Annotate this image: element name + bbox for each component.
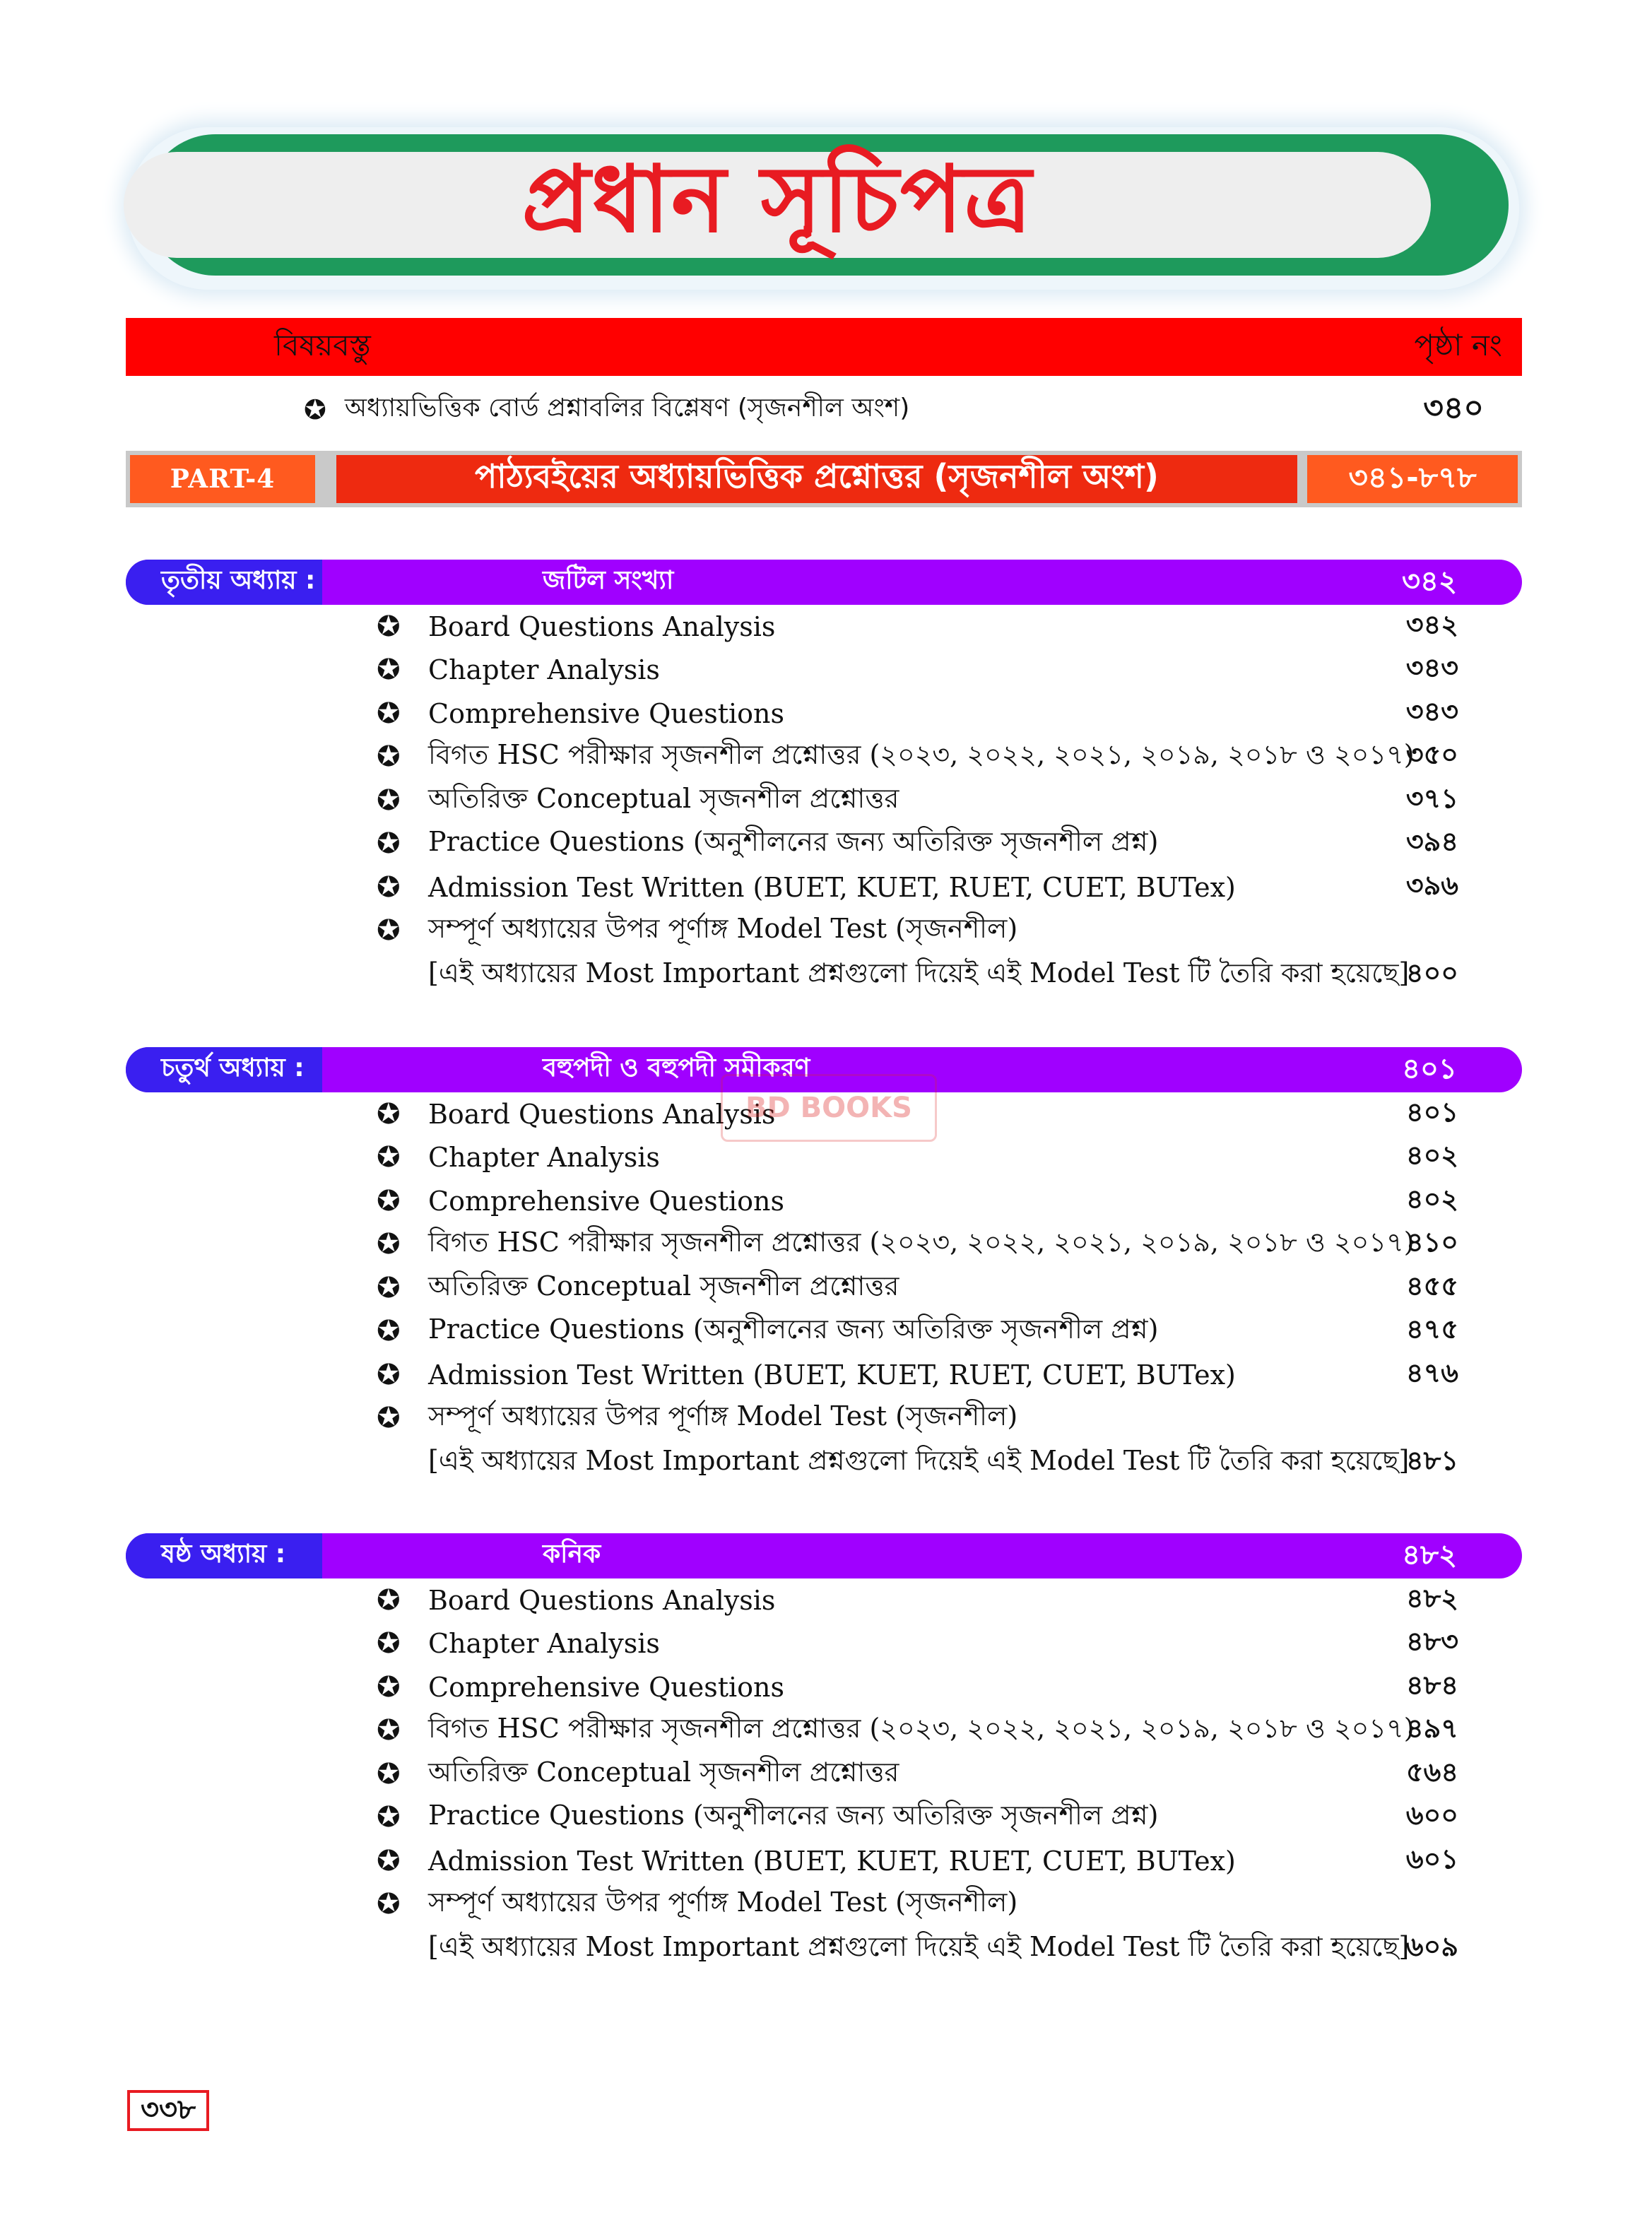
part-title: পাঠ্যবইয়ের অধ্যায়ভিত্তিক প্রশ্নোত্তর (সৃজনশীল অংশ) (336, 455, 1297, 503)
toc-entry-page: ৩৪২ (1405, 608, 1458, 640)
model-test-note-text: [এই অধ্যায়ের Most Important প্রশ্নগুলো দিয়েই এই Model Test টি তৈরি করা হয়েছে] (428, 1931, 1410, 1962)
star-icon: ✪ (377, 1141, 401, 1174)
star-icon: ✪ (377, 1801, 401, 1834)
toc-entry-label: Comprehensive Questions (428, 697, 784, 729)
toc-entry-label: Admission Test Written (BUET, KUET, RUET, CUET, BUTex) (428, 871, 1236, 903)
toc-entry-page: ৪০১ (1405, 1096, 1458, 1128)
toc-entry[interactable] (126, 822, 1522, 866)
toc-entry-label: অতিরিক্ত Conceptual সৃজনশীল প্রশ্নোত্তর (428, 1756, 899, 1788)
toc-entry[interactable] (126, 605, 1522, 649)
star-icon: ✪ (377, 1757, 401, 1790)
toc-entry[interactable] (126, 1223, 1522, 1267)
toc-intro-entry[interactable] (304, 389, 1484, 431)
star-icon: ✪ (377, 1097, 401, 1131)
page-title: প্রধান সূচিপত্র (521, 145, 1033, 253)
toc-entry-label: অতিরিক্ত Conceptual সৃজনশীল প্রশ্নোত্তর (428, 1270, 899, 1302)
star-icon: ✪ (377, 1358, 401, 1391)
title-banner (124, 145, 1431, 258)
toc-entry-label: Admission Test Written (BUET, KUET, RUET, CUET, BUTex) (428, 1359, 1236, 1391)
chapter-section (126, 560, 1522, 998)
toc-entry-page: ৪০২ (1405, 1140, 1458, 1171)
star-icon: ✪ (304, 394, 326, 425)
chapter-page: ৩৪২ (1402, 565, 1457, 598)
toc-entry-page: ৪৮৩ (1405, 1626, 1458, 1658)
toc-entry-page: ৩৪৩ (1405, 695, 1458, 727)
part-label: PART-4 (130, 455, 315, 503)
toc-entry-page: ৪৭৫ (1405, 1314, 1458, 1345)
toc-entry[interactable] (126, 1622, 1522, 1666)
toc-entry[interactable] (126, 866, 1522, 909)
star-icon: ✪ (377, 1888, 401, 1921)
toc-entry-label: Chapter Analysis (428, 654, 660, 686)
toc-entry-label: বিগত HSC পরীক্ষার সৃজনশীল প্রশ্নোত্তর (২০২৩, ২০২২, ২০২১, ২০১৯, ২০১৮ ও ২০১৭) (428, 739, 1415, 771)
toc-entry-label: Board Questions Analysis (428, 1098, 776, 1130)
star-icon: ✪ (377, 1627, 401, 1660)
chapter-label: ষষ্ঠ অধ্যায় : (126, 1533, 322, 1578)
toc-entry-label: Admission Test Written (BUET, KUET, RUET, CUET, BUTex) (428, 1845, 1236, 1877)
toc-entry-label: বিগত HSC পরীক্ষার সৃজনশীল প্রশ্নোত্তর (২০২৩, ২০২২, ২০২১, ২০১৯, ২০১৮ ও ২০১৭) (428, 1713, 1415, 1745)
watermark-logo: BD BOOKS (721, 1074, 937, 1142)
star-icon: ✪ (377, 1670, 401, 1704)
part-page-range: ৩৪১-৮৭৮ (1307, 455, 1518, 503)
chapter-label: চতুর্থ অধ্যায় : (126, 1047, 322, 1092)
toc-entry[interactable] (126, 1883, 1522, 1927)
toc-entry[interactable] (126, 909, 1522, 953)
toc-entry[interactable] (126, 1179, 1522, 1223)
model-test-note[interactable] (126, 952, 1522, 998)
toc-entry-page: ৩৯৪ (1405, 826, 1458, 858)
toc-entry[interactable] (126, 1310, 1522, 1354)
toc-entry-page: ৪৮২ (1405, 1582, 1458, 1614)
chapter-page: ৪৮২ (1402, 1538, 1457, 1571)
toc-entry-label: Comprehensive Questions (428, 1671, 784, 1703)
star-icon: ✪ (377, 870, 401, 904)
chapter-title: কনিক (543, 1540, 601, 1569)
toc-entry-page: ৬০০ (1405, 1800, 1458, 1831)
chapter-header-bar[interactable] (126, 1533, 1522, 1578)
toc-entry-page: ৪১০ (1405, 1227, 1458, 1258)
toc-entry-label: Chapter Analysis (428, 1628, 660, 1660)
star-icon: ✪ (377, 1184, 401, 1217)
intro-entry-page: ৩৪০ (1423, 389, 1484, 426)
toc-entry[interactable] (126, 1709, 1522, 1753)
toc-entry-label: Comprehensive Questions (428, 1185, 784, 1217)
toc-entry-page: ৪৮৪ (1406, 1669, 1458, 1701)
toc-entry-page: ৪৫৫ (1406, 1270, 1458, 1302)
chapter-page: ৪০১ (1402, 1052, 1457, 1085)
toc-entry-page: ৩৪৩ (1405, 652, 1458, 684)
content-column-header: বিষয়বস্তু (274, 327, 371, 362)
toc-entry-label: সম্পূর্ণ অধ্যায়ের উপর পূর্ণাঙ্গ Model Test (সৃজনশীল) (428, 1887, 1018, 1918)
star-icon: ✪ (377, 1402, 401, 1435)
intro-entry-label: অধ্যায়ভিত্তিক বোর্ড প্রশ্নাবলির বিশ্লেষণ (সৃজনশীল অংশ) (344, 394, 910, 423)
chapter-section (126, 1533, 1522, 1971)
toc-entry-label: Practice Questions (অনুশীলনের জন্য অতিরিক্ত সৃজনশীল প্রশ্ন) (428, 1314, 1159, 1345)
toc-entry[interactable] (126, 1578, 1522, 1622)
star-icon: ✪ (377, 654, 401, 687)
toc-entry-page: ৪৭৬ (1405, 1357, 1458, 1388)
star-icon: ✪ (377, 1714, 401, 1747)
toc-entry-label: Practice Questions (অনুশীলনের জন্য অতিরিক্ত সৃজনশীল প্রশ্ন) (428, 826, 1159, 858)
page-number: ৩৩৮ (127, 2090, 209, 2131)
star-icon: ✪ (377, 1228, 401, 1261)
toc-entry-label: Practice Questions (অনুশীলনের জন্য অতিরিক্ত সৃজনশীল প্রশ্ন) (428, 1800, 1159, 1831)
model-test-note-page: ৬০৯ (1405, 1931, 1458, 1962)
star-icon: ✪ (377, 740, 401, 774)
chapter-header-bar[interactable] (126, 560, 1522, 605)
toc-entry[interactable] (126, 649, 1522, 692)
star-icon: ✪ (377, 1271, 401, 1304)
toc-entry-label: Board Questions Analysis (428, 1584, 776, 1616)
chapter-label: তৃতীয় অধ্যায় : (126, 560, 322, 605)
toc-entry[interactable] (126, 1839, 1522, 1883)
model-test-note-text: [এই অধ্যায়ের Most Important প্রশ্নগুলো দিয়েই এই Model Test টি তৈরি করা হয়েছে] (428, 1445, 1410, 1476)
star-icon: ✪ (377, 1583, 401, 1617)
toc-entry-label: বিগত HSC পরীক্ষার সৃজনশীল প্রশ্নোত্তর (২০২৩, ২০২২, ২০২১, ২০১৯, ২০১৮ ও ২০১৭) (428, 1227, 1415, 1258)
toc-entry[interactable] (126, 736, 1522, 779)
star-icon: ✪ (377, 1844, 401, 1877)
toc-entry[interactable] (126, 1266, 1522, 1310)
toc-entry[interactable] (126, 1397, 1522, 1441)
star-icon: ✪ (377, 827, 401, 861)
page-column-header: পৃষ্ঠা নং (1414, 327, 1502, 362)
toc-entry-page: ৪৯৭ (1405, 1713, 1458, 1745)
model-test-note[interactable] (126, 1926, 1522, 1971)
star-icon: ✪ (377, 697, 401, 730)
star-icon: ✪ (377, 610, 401, 643)
toc-entry-page: ৫৬৪ (1405, 1756, 1458, 1788)
toc-entry-page: ৩৫০ (1405, 739, 1458, 771)
chapter-title: জটিল সংখ্যা (543, 566, 674, 595)
toc-entry-page: ৩৯৬ (1405, 869, 1458, 901)
model-test-note-page: ৪৮১ (1406, 1445, 1458, 1476)
toc-entry[interactable] (126, 1136, 1522, 1180)
toc-header (126, 318, 1522, 376)
toc-entry-label: সম্পূর্ণ অধ্যায়ের উপর পূর্ণাঙ্গ Model Test (সৃজনশীল) (428, 1400, 1018, 1432)
model-test-note-page: ৪০০ (1405, 957, 1458, 988)
toc-entry[interactable] (126, 1665, 1522, 1709)
model-test-note-text: [এই অধ্যায়ের Most Important প্রশ্নগুলো দিয়েই এই Model Test টি তৈরি করা হয়েছে] (428, 957, 1410, 988)
toc-entry[interactable] (126, 692, 1522, 736)
toc-entry-page: ৬০১ (1405, 1843, 1458, 1875)
toc-entry[interactable] (126, 1353, 1522, 1397)
toc-entry-label: Board Questions Analysis (428, 610, 776, 642)
toc-entry-page: ৪০২ (1405, 1183, 1458, 1215)
toc-entry-label: অতিরিক্ত Conceptual সৃজনশীল প্রশ্নোত্তর (428, 782, 899, 814)
toc-entry[interactable] (126, 779, 1522, 822)
toc-entry-label: Chapter Analysis (428, 1142, 660, 1174)
star-icon: ✪ (377, 914, 401, 948)
toc-entry[interactable] (126, 1752, 1522, 1796)
model-test-note[interactable] (126, 1440, 1522, 1485)
chapter-title: বহুপদী ও বহুপদী সমীকরণ (543, 1054, 810, 1082)
part-bar (126, 451, 1522, 507)
toc-entry-label: সম্পূর্ণ অধ্যায়ের উপর পূর্ণাঙ্গ Model Test (সৃজনশীল) (428, 913, 1018, 945)
toc-entry[interactable] (126, 1796, 1522, 1840)
toc-entry-page: ৩৭১ (1405, 782, 1458, 814)
star-icon: ✪ (377, 1315, 401, 1348)
star-icon: ✪ (377, 784, 401, 817)
